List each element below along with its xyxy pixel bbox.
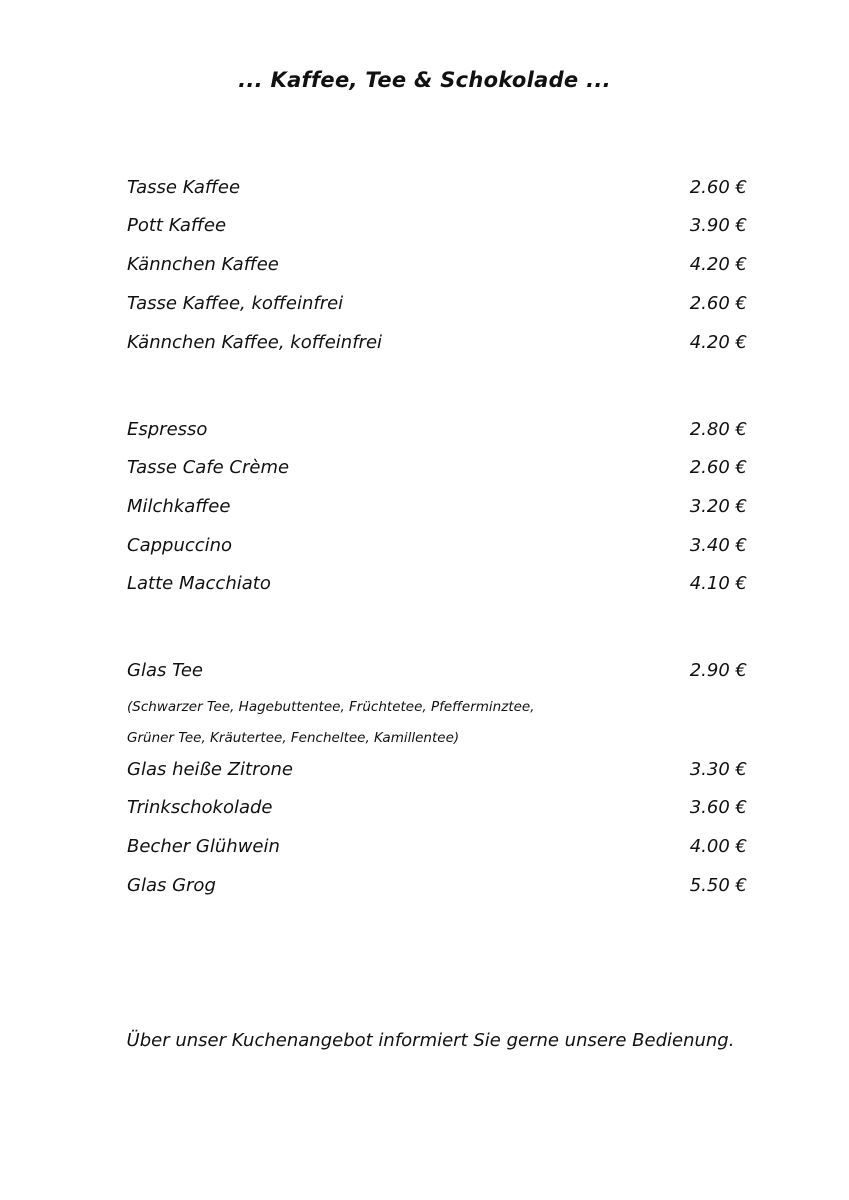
tea-varieties-note: (Schwarzer Tee, Hagebuttentee, Früchtetee, Pfefferminztee, bbox=[127, 699, 535, 715]
item-price: 2.80 € bbox=[689, 419, 747, 440]
item-name: Kännchen Kaffee, koffeinfrei bbox=[127, 332, 383, 353]
item-price: 4.10 € bbox=[689, 573, 747, 594]
item-price: 3.40 € bbox=[689, 535, 747, 556]
item-name: Pott Kaffee bbox=[127, 215, 227, 236]
item-name: Glas Grog bbox=[127, 875, 216, 896]
item-name: Espresso bbox=[127, 419, 208, 440]
item-price: 5.50 € bbox=[689, 875, 747, 896]
item-price: 3.20 € bbox=[689, 496, 747, 517]
item-name: Glas heiße Zitrone bbox=[127, 759, 293, 780]
menu-item bbox=[127, 570, 747, 598]
menu-item bbox=[127, 532, 747, 560]
item-name: Tasse Kaffee bbox=[127, 177, 241, 198]
item-price: 3.90 € bbox=[689, 215, 747, 236]
item-name: Cappuccino bbox=[127, 535, 233, 556]
menu-item bbox=[127, 212, 747, 240]
item-name: Tasse Kaffee, koffeinfrei bbox=[127, 293, 344, 314]
cake-info-footer: Über unser Kuchenangebot informiert Sie gerne unsere Bedienung. bbox=[126, 1030, 735, 1051]
item-price: 2.90 € bbox=[689, 660, 747, 681]
menu-item bbox=[127, 493, 747, 521]
menu-item bbox=[127, 416, 747, 444]
menu-item bbox=[127, 657, 747, 685]
menu-title: ... Kaffee, Tee & Schokolade ... bbox=[238, 68, 611, 92]
item-name: Milchkaffee bbox=[127, 496, 231, 517]
item-name: Tasse Cafe Crème bbox=[127, 457, 290, 478]
menu-item bbox=[127, 251, 747, 279]
item-price: 2.60 € bbox=[689, 177, 747, 198]
menu-item bbox=[127, 872, 747, 900]
menu-item bbox=[127, 833, 747, 861]
menu-item bbox=[127, 794, 747, 822]
item-name: Becher Glühwein bbox=[127, 836, 280, 857]
item-price: 3.60 € bbox=[689, 797, 747, 818]
menu-item bbox=[127, 756, 747, 784]
menu-item bbox=[127, 290, 747, 318]
item-name: Latte Macchiato bbox=[127, 573, 271, 594]
item-name: Trinkschokolade bbox=[127, 797, 273, 818]
item-price: 3.30 € bbox=[689, 759, 747, 780]
menu-item bbox=[127, 329, 747, 357]
item-price: 2.60 € bbox=[689, 293, 747, 314]
item-price: 2.60 € bbox=[689, 457, 747, 478]
item-price: 4.20 € bbox=[689, 254, 747, 275]
tea-varieties-note: Grüner Tee, Kräutertee, Fencheltee, Kamillentee) bbox=[127, 730, 460, 746]
item-price: 4.20 € bbox=[689, 332, 747, 353]
item-price: 4.00 € bbox=[689, 836, 747, 857]
item-name: Glas Tee bbox=[127, 660, 203, 681]
menu-item bbox=[127, 454, 747, 482]
menu-item bbox=[127, 174, 747, 202]
item-name: Kännchen Kaffee bbox=[127, 254, 279, 275]
